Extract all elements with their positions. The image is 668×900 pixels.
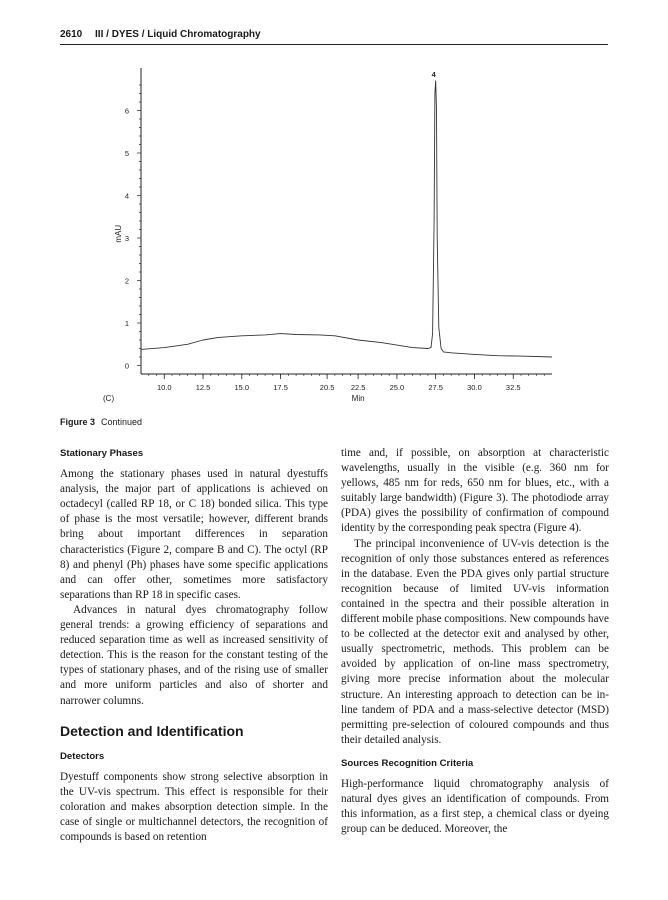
- stationary-phases-heading: Stationary Phases: [60, 448, 144, 459]
- y-tick-label: 0: [124, 361, 129, 371]
- y-tick-label: 1: [124, 319, 129, 328]
- y-axis-label: mAU: [114, 224, 123, 243]
- x-tick-label: 17.5: [273, 383, 288, 392]
- y-tick-label: 3: [124, 234, 129, 243]
- detection-identification-heading: Detection and Identification: [60, 722, 244, 739]
- page-number: 2610: [60, 29, 83, 40]
- y-tick-label: 4: [124, 191, 129, 201]
- right-column: [341, 446, 609, 837]
- figure-caption: [60, 417, 142, 427]
- x-tick-label: 20.5: [319, 383, 335, 392]
- x-tick-label: 15.0: [234, 383, 250, 392]
- paragraph: The principal inconvenience of UV-vis detection is the recognition of only those substances entered as references in the database. Even the PDA gives only partial structure recognition because of limited UV-vis information contained in the spectra and their possible alteration in different mobile phase compositions. New compounds have to be collected at the detector exit and analysed by other, usually spectrometric, methods. This problem can be avoided by application of on-line mass spectrometry, giving more precise information about the molecular structure. An interesting approach to detection can be in-line tandem of PDA and a mass-selective detector (MSD) permitting pre-selection of coloured compounds and thus their detailed analysis.: [341, 537, 609, 746]
- running-title: III / DYES / Liquid Chromatography: [95, 29, 261, 40]
- y-tick-label: 2: [124, 276, 129, 286]
- chromatogram-chart: [0, 0, 668, 410]
- figure-label: Figure 3: [60, 417, 96, 427]
- x-tick-label: 22.5: [350, 383, 366, 392]
- detectors-heading: Detectors: [60, 750, 105, 762]
- x-tick-label: 10.0: [156, 383, 172, 392]
- peak-label: 4: [431, 69, 436, 79]
- panel-label: (C): [103, 394, 115, 403]
- x-tick-label: 12.5: [195, 383, 211, 392]
- paragraph: Advances in natural dyes chromatography follow general trends: a growing efficiency of separations and reduced separation time as well as increased sensitivity of detection. This is the reason for the constant testing of the types of stationary phases, and of the rising use of smaller and more uniform particles and also of shorter and narrower columns.: [60, 603, 328, 707]
- chromatogram-trace: [141, 81, 552, 357]
- x-tick-label: 30.0: [467, 383, 482, 392]
- figure-caption-text: Continued: [101, 417, 143, 427]
- paragraph: time and, if possible, on absorption at characteristic wavelengths, usually in the visible (e.g. 360 nm for yellows, 485 nm for reds, 650 nm for blues, etc., with a suitably large bandwidth) (Figure 3). The photodiode array (PDA) gives the possibility of confirmation of compound identity by the corresponding peak spectra (Figure 4).: [341, 447, 609, 535]
- x-tick-label: 27.5: [428, 383, 443, 392]
- paragraph: Among the stationary phases used in natural dyestuffs analysis, the major part of applications is achieved on octadecyl (called RP 18, or C 18) bonded silica. This type of phase is the most versatile; however, different brands bring about important differences in separation characteristics (Figure 2, compare B and C). The octyl (RP 8) and phenyl (Ph) phases have some specific applications and can offer other, sometimes more satisfactory separations than RP 18 in specific cases.: [60, 468, 328, 601]
- left-column: [60, 446, 328, 845]
- paragraph: High-performance liquid chromatography analysis of natural dyes gives an identification of compounds. From this information, as a first step, a chemical class or dyeing group can be deduced. Moreover, the: [341, 777, 609, 836]
- x-axis-label: Min: [351, 394, 365, 403]
- x-tick-label: 32.5: [505, 383, 521, 392]
- paragraph: Dyestuff components show strong selective absorption in the UV-vis spectrum. This effect is responsible for their coloration and makes absorption detection simple. In the case of single or multichannel detectors, the recognition of compounds is based on retention: [60, 770, 328, 844]
- y-tick-label: 6: [124, 106, 129, 116]
- x-tick-label: 25.0: [389, 383, 405, 392]
- y-tick-label: 5: [124, 149, 129, 158]
- sources-recognition-heading: Sources Recognition Criteria: [341, 757, 474, 769]
